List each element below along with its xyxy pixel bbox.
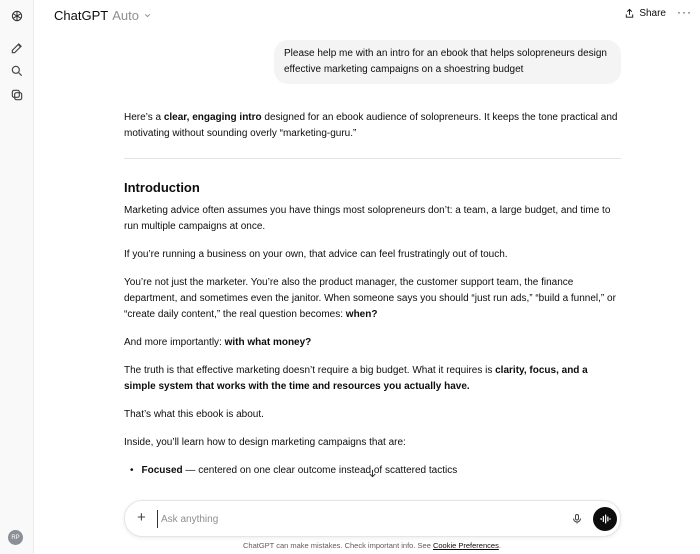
prompt-input[interactable]: [157, 510, 537, 528]
model-selector[interactable]: [54, 8, 152, 23]
arrow-down-icon: [367, 468, 378, 479]
user-avatar[interactable]: RP: [8, 530, 23, 545]
section-heading: Introduction: [124, 180, 200, 195]
share-icon: [624, 8, 635, 19]
paragraph-5: The truth is that effective marketing doesn’t require a big budget. What it requires is clarity, focus, and a simple system that works with the time and resources you actually have.: [124, 365, 588, 392]
share-button[interactable]: [624, 8, 666, 19]
header: [34, 0, 700, 30]
library-icon[interactable]: [9, 87, 25, 103]
more-options-button[interactable]: ···: [677, 5, 692, 19]
divider: [124, 158, 621, 159]
chevron-down-icon: [143, 11, 152, 20]
search-icon[interactable]: [9, 63, 25, 79]
paragraph-3: You’re not just the marketer. You’re also the product manager, the customer support team, the finance department, and sometimes even the janitor. When someone says you should “just run ads,” “build a funnel,” or “create daily content,” the real question becomes: when?: [124, 277, 616, 320]
paragraph-6: That’s what this ebook is about.: [124, 409, 264, 420]
user-message: Please help me with an intro for an ebook that helps solopreneurs design effective marketing campaigns on a shoestring budget: [274, 40, 621, 84]
openai-logo-icon[interactable]: [9, 8, 25, 24]
paragraph-1: Marketing advice often assumes you have things most solopreneurs don’t: a team, a large budget, and time to run multiple campaigns at once.: [124, 205, 611, 232]
microphone-icon[interactable]: [571, 512, 583, 526]
sidebar-rail: [0, 0, 34, 554]
answer-intro: Here’s a clear, engaging intro designed for an ebook audience of solopreneurs. It keeps the tone practical and motivating without sounding overly “marketing-guru.”: [124, 112, 618, 139]
assistant-message: [124, 110, 621, 479]
paragraph-4: And more importantly: with what money?: [124, 337, 312, 348]
paragraph-2: If you’re running a business on your own, that advice can feel frustratingly out of touch.: [124, 249, 508, 260]
model-variant: Auto: [112, 8, 139, 23]
list-item: • Focused — centered on one clear outcome instead of scattered tactics: [124, 463, 621, 479]
add-attachment-button[interactable]: +: [137, 509, 146, 526]
cookie-preferences-link[interactable]: Cookie Preferences: [432, 541, 499, 550]
waveform-icon: [599, 513, 611, 525]
scroll-down-button[interactable]: [365, 466, 379, 480]
bullet-dot: •: [130, 465, 134, 476]
composer: [124, 500, 621, 537]
voice-mode-button[interactable]: [593, 507, 617, 531]
paragraph-7: Inside, you’ll learn how to design marketing campaigns that are:: [124, 437, 406, 448]
new-chat-icon[interactable]: [9, 40, 25, 56]
share-label: Share: [639, 8, 666, 19]
chat-app: RP ChatGPT Auto Share ··· Please help me with an intro for an ebook that helps solopreneurs design effective marketing campaigns on a shoestring budget Here’s a clear, engaging intro designed for an ebook audience of solopreneurs. It keeps the tone practical and motivating without sounding overly “marketing-guru.” Introduction Marketing advice often assumes you have things most solopreneurs don’t: a team, a large budget, and time to run multiple campaigns at once. If you’re running a business on your own, that advice can feel frustratingly out of touch. You’re not just the marketer. You’re also the product manager, the customer support team, the finance department, and sometimes even the janitor. When someone says you should “just run ads,” “build a funnel,” or “create daily content,” the real question becomes: when? And more importantly: with what money? The truth is that effective marketing doesn’t require a big budget. What it requires is clarity, focus, and a simple system that works with the time and resources you actually have. That’s what this ebook is about. Inside, you’ll learn how to design marketing campaigns that are: • Focused — centered on one clear outcome instead of scattered tactics + Ask anything ChatGPT can make mistakes. Check important info. See Cookie Preferences.: [0, 0, 700, 554]
model-name: ChatGPT: [54, 8, 109, 23]
